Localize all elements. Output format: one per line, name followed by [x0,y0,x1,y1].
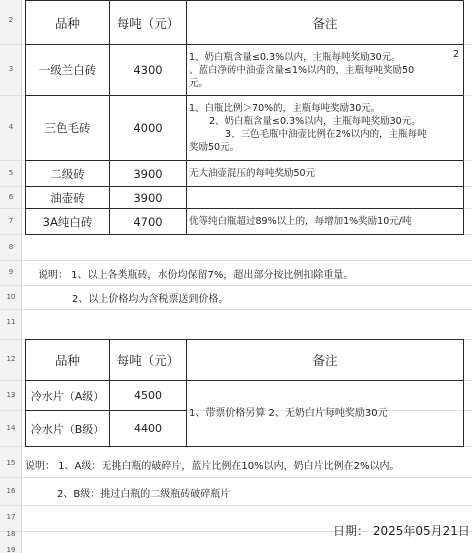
overflow-text: 2 [452,49,459,60]
row-number[interactable]: 10 [6,293,16,301]
note-cell[interactable] [187,187,464,209]
header-price[interactable]: 每吨（元） [110,340,187,381]
row-number[interactable]: 7 [8,217,14,225]
variety-cell[interactable]: 二级砖 [26,161,110,187]
row-number[interactable]: 11 [6,318,16,326]
price-cell[interactable]: 4500 [110,381,187,411]
price-cell[interactable]: 3900 [110,187,187,209]
variety-cell[interactable]: 3A纯白砖 [26,209,110,235]
row-number[interactable]: 3 [8,65,14,73]
price-cell[interactable]: 4300 [110,45,187,96]
row-number[interactable]: 16 [6,487,16,495]
gridline [0,260,472,261]
note-cell[interactable] [187,209,464,235]
row-number[interactable]: 9 [8,268,14,276]
price-cell[interactable]: 4400 [110,411,187,447]
row-number[interactable]: 19 [6,546,16,553]
date-text[interactable]: 日期： 2025年05月21日 [333,524,470,538]
table-header-row [26,340,464,381]
table-row [26,381,464,411]
note-cell[interactable]: 1、带票价格另算 2、无奶白片每吨奖励30元 [187,381,464,447]
note-cell[interactable] [187,96,464,161]
flake-price-table [25,339,464,447]
gridline [0,505,472,506]
gridline [0,309,472,310]
note-line: 1、奶白瓶含量≤0.3%以内，主瓶每吨奖励30元。 [189,51,401,63]
note-cell[interactable] [187,45,464,96]
row-number[interactable]: 17 [6,513,16,521]
header-notes[interactable]: 备注 [187,1,464,45]
header-price[interactable]: 每吨（元） [110,1,187,45]
note-line-2[interactable]: 2、以上价格均为含税票送到价格。 [72,294,229,305]
row-number[interactable]: 5 [8,169,14,177]
row-number[interactable]: 15 [6,459,16,467]
variety-cell[interactable]: 三色毛砖 [26,96,110,161]
note-line: 元。 [189,77,209,89]
grade-note-2[interactable]: 2、B级：挑过白瓶的二级瓶砖破碎瓶片 [57,489,231,500]
row-number[interactable]: 18 [6,530,16,538]
gridline [0,285,472,286]
note-line: 奖励50元。 [189,142,240,153]
header-variety[interactable]: 品种 [26,340,110,381]
table-row [26,209,464,235]
grade-note-1[interactable]: 说明： 1、A级：无挑白瓶的破碎片，蓝片比例在10%以内，奶白片比例在2%以内。 [25,461,400,472]
row-number[interactable]: 12 [6,355,16,363]
row-number[interactable]: 14 [6,424,16,432]
variety-cell[interactable]: 一级兰白砖 [26,45,110,96]
price-table [25,0,464,235]
row-number[interactable]: 13 [6,391,16,399]
variety-cell[interactable]: 油壶砖 [26,187,110,209]
note-line: 2、奶白瓶含量≤0.3%以内，主瓶每吨奖励30元。 [209,116,421,127]
note-cell[interactable] [187,161,464,187]
note-line: 、蓝白净砖中油壶含量≤1%以内的，主瓶每吨奖励50 [189,64,415,76]
table-row [26,45,464,96]
note-line: 1、白瓶比例＞70%的，主瓶每吨奖励30元。 [189,103,381,114]
variety-cell[interactable]: 冷水片（B级） [26,411,110,447]
gridline [0,477,472,478]
header-notes[interactable]: 备注 [187,340,464,381]
note-line: 优等纯白瓶超过89%以上的，每增加1%奖励10元/吨 [189,216,412,227]
row-number[interactable]: 2 [8,16,14,24]
note-line: 3、三色毛瓶中油壶比例在2%以内的，主瓶每吨 [225,129,427,140]
table-row [26,187,464,209]
row-number[interactable]: 4 [8,123,14,131]
note-line-1[interactable]: 说明： 1、以上各类瓶砖，水份均保留7%，超出部分按比例扣除重量。 [38,270,354,281]
row-number[interactable]: 8 [8,243,14,251]
row-number[interactable]: 6 [8,193,14,201]
price-cell[interactable]: 3900 [110,161,187,187]
table-row [26,96,464,161]
price-cell[interactable]: 4000 [110,96,187,161]
variety-cell[interactable]: 冷水片（A级） [26,381,110,411]
note-line: 无大油壶混压的每吨奖励50元 [189,168,316,179]
header-variety[interactable]: 品种 [26,1,110,45]
price-cell[interactable]: 4700 [110,209,187,235]
row-header-column [0,0,22,553]
table-row [26,161,464,187]
table-header-row [26,1,464,45]
